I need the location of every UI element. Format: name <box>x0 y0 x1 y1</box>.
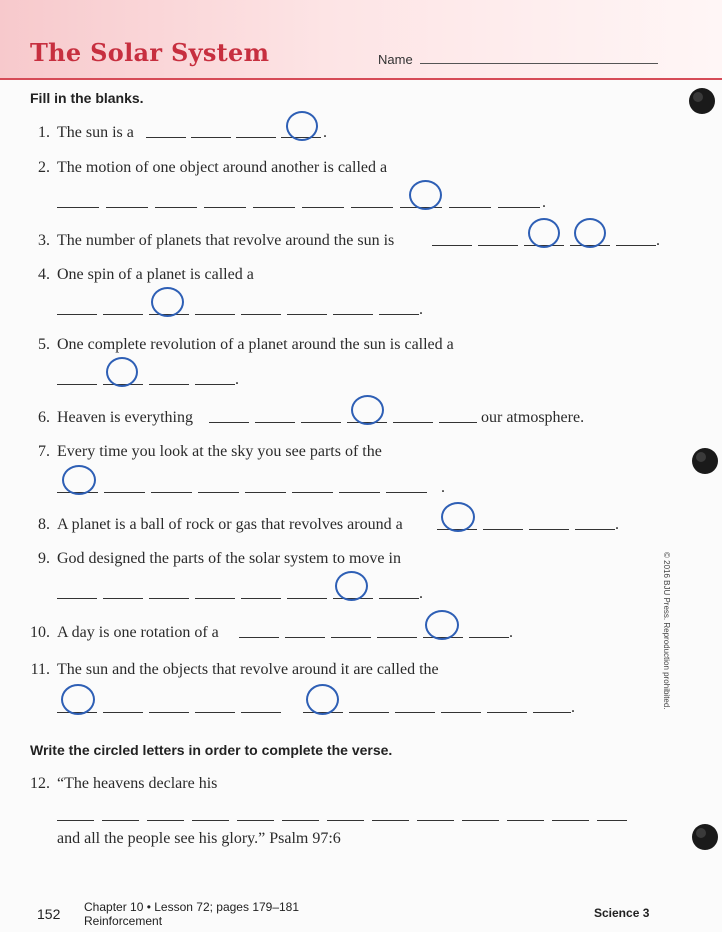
answer-blank[interactable] <box>331 637 371 638</box>
question-text: Heaven is everything <box>57 409 193 426</box>
question-number: 9. <box>38 550 50 567</box>
answer-blank[interactable] <box>292 492 333 493</box>
binder-hole <box>690 822 720 852</box>
circled-letter-blank <box>528 218 560 248</box>
answer-blank[interactable] <box>191 137 231 138</box>
answer-blank[interactable] <box>379 598 419 599</box>
answer-blank[interactable] <box>498 207 540 208</box>
circled-letter-blank <box>351 395 384 425</box>
circled-letter-blank <box>335 571 368 601</box>
verse-line-2: and all the people see his glory.” Psalm 97:6 <box>57 830 341 847</box>
circled-letter-blank <box>62 465 96 495</box>
circled-letter-blank <box>106 357 138 387</box>
question-number: 1. <box>38 124 50 141</box>
verse-blank[interactable] <box>327 820 364 821</box>
answer-blank[interactable] <box>616 245 656 246</box>
answer-blank[interactable] <box>103 314 143 315</box>
answer-blank[interactable] <box>301 422 341 423</box>
page-title: The Solar System <box>30 38 270 67</box>
answer-blank[interactable] <box>104 492 145 493</box>
verse-blank[interactable] <box>147 820 184 821</box>
question-period: . <box>542 194 546 211</box>
name-field[interactable] <box>420 63 658 64</box>
answer-blank[interactable] <box>209 422 249 423</box>
name-label: Name <box>378 52 413 67</box>
answer-blank[interactable] <box>287 598 327 599</box>
answer-blank[interactable] <box>151 492 192 493</box>
answer-blank[interactable] <box>339 492 380 493</box>
verse-blank[interactable] <box>417 820 454 821</box>
question-text: One spin of a planet is called a <box>57 266 254 283</box>
question-period: . <box>419 585 423 602</box>
answer-blank[interactable] <box>255 422 295 423</box>
answer-blank[interactable] <box>395 712 435 713</box>
answer-blank[interactable] <box>57 207 99 208</box>
verse-blank[interactable] <box>372 820 409 821</box>
answer-blank[interactable] <box>483 529 523 530</box>
answer-blank[interactable] <box>529 529 569 530</box>
question-period: . <box>509 624 513 641</box>
answer-blank[interactable] <box>351 207 393 208</box>
circled-letter-blank <box>441 502 475 532</box>
answer-blank[interactable] <box>333 314 373 315</box>
question-text: The sun and the objects that revolve around it are called the <box>57 661 439 678</box>
answer-blank[interactable] <box>198 492 239 493</box>
question-number: 8. <box>38 516 50 533</box>
answer-blank[interactable] <box>302 207 344 208</box>
answer-blank[interactable] <box>239 637 279 638</box>
answer-blank[interactable] <box>379 314 419 315</box>
answer-blank[interactable] <box>57 314 97 315</box>
answer-blank[interactable] <box>149 384 189 385</box>
question-period: . <box>571 699 575 716</box>
question-number: 4. <box>38 266 50 283</box>
verse-instruction: Write the circled letters in order to complete the verse. <box>30 742 393 758</box>
answer-blank[interactable] <box>149 598 189 599</box>
fill-in-instruction: Fill in the blanks. <box>30 90 144 106</box>
verse-blank[interactable] <box>282 820 319 821</box>
question-period: . <box>323 124 327 141</box>
answer-blank[interactable] <box>253 207 295 208</box>
answer-blank[interactable] <box>204 207 246 208</box>
answer-blank[interactable] <box>241 712 281 713</box>
answer-blank[interactable] <box>155 207 197 208</box>
answer-blank[interactable] <box>241 598 281 599</box>
footer-book: Science 3 <box>594 906 650 920</box>
question-period: . <box>615 516 619 533</box>
answer-blank[interactable] <box>285 637 325 638</box>
answer-blank[interactable] <box>575 529 615 530</box>
answer-blank[interactable] <box>386 492 427 493</box>
verse-blank[interactable] <box>237 820 274 821</box>
answer-blank[interactable] <box>439 422 477 423</box>
question-text: The number of planets that revolve around the sun is <box>57 232 395 249</box>
question-text: A day is one rotation of a <box>57 624 219 641</box>
verse-blank[interactable] <box>597 820 627 821</box>
question-tail-text: our atmosphere. <box>481 409 585 426</box>
binder-hole <box>690 446 720 476</box>
circled-letter-blank <box>306 684 339 715</box>
answer-blank[interactable] <box>149 712 189 713</box>
binder-hole <box>687 86 717 116</box>
verse-blank[interactable] <box>552 820 589 821</box>
circled-letter-blank <box>574 218 606 248</box>
answer-blank[interactable] <box>195 314 235 315</box>
answer-blank[interactable] <box>478 245 518 246</box>
answer-blank[interactable] <box>236 137 276 138</box>
question-number: 2. <box>38 159 50 176</box>
circled-letter-blank <box>286 111 318 141</box>
answer-blank[interactable] <box>57 598 97 599</box>
answer-blank[interactable] <box>195 384 235 385</box>
circled-letter-blank <box>409 180 442 210</box>
question-number: 7. <box>38 443 50 460</box>
question-number: 11. <box>30 661 50 678</box>
answer-blank[interactable] <box>287 314 327 315</box>
question-text: The motion of one object around another is called a <box>57 159 388 176</box>
verse-blank[interactable] <box>57 820 94 821</box>
verse-blank[interactable] <box>507 820 544 821</box>
verse-blank[interactable] <box>192 820 229 821</box>
answer-blank[interactable] <box>432 245 472 246</box>
verse-blank[interactable] <box>102 820 139 821</box>
answer-blank[interactable] <box>106 207 148 208</box>
circled-letter-blank <box>425 610 459 640</box>
question-number: 6. <box>38 409 50 426</box>
answer-blank[interactable] <box>393 422 433 423</box>
answer-blank[interactable] <box>469 637 509 638</box>
footer-chapter-info <box>84 900 299 928</box>
circled-letter-blank <box>151 287 184 317</box>
question-period: . <box>441 479 445 496</box>
footer-type: Reinforcement <box>84 914 163 928</box>
circled-letter-blank <box>61 684 95 715</box>
answer-blank[interactable] <box>241 314 281 315</box>
question-text: The sun is a <box>57 124 134 141</box>
verse-blank[interactable] <box>462 820 499 821</box>
question-text: One complete revolution of a planet around the sun is called a <box>57 336 454 353</box>
answer-blank[interactable] <box>146 137 186 138</box>
page-number: 152 <box>37 906 61 922</box>
question-period: . <box>419 301 423 318</box>
verse-line-1: “The heavens declare his <box>57 775 218 792</box>
answer-blank[interactable] <box>487 712 527 713</box>
answer-blank[interactable] <box>245 492 286 493</box>
question-text: A planet is a ball of rock or gas that revolves around a <box>57 516 403 533</box>
answer-blank[interactable] <box>377 637 417 638</box>
question-period: . <box>235 371 239 388</box>
question-period: . <box>656 232 660 249</box>
answer-blank[interactable] <box>103 712 143 713</box>
answer-blank[interactable] <box>349 712 389 713</box>
question-number: 5. <box>38 336 50 353</box>
question-number: 3. <box>38 232 50 249</box>
question-text: God designed the parts of the solar system to move in <box>57 550 401 567</box>
answer-blank[interactable] <box>103 598 143 599</box>
answer-blank[interactable] <box>449 207 491 208</box>
answer-blank[interactable] <box>441 712 481 713</box>
footer-chapter: Chapter 10 • Lesson 72; pages 179–181 <box>84 900 300 914</box>
question-number: 10. <box>30 624 50 641</box>
copyright-notice: © 2016 BJU Press. Reproduction prohibited. <box>662 552 671 710</box>
question-text: Every time you look at the sky you see parts of the <box>57 443 382 460</box>
answer-blank[interactable] <box>533 712 571 713</box>
answer-blank[interactable] <box>195 598 235 599</box>
answer-blank[interactable] <box>57 384 97 385</box>
question-number: 12. <box>30 775 50 792</box>
answer-blank[interactable] <box>195 712 235 713</box>
